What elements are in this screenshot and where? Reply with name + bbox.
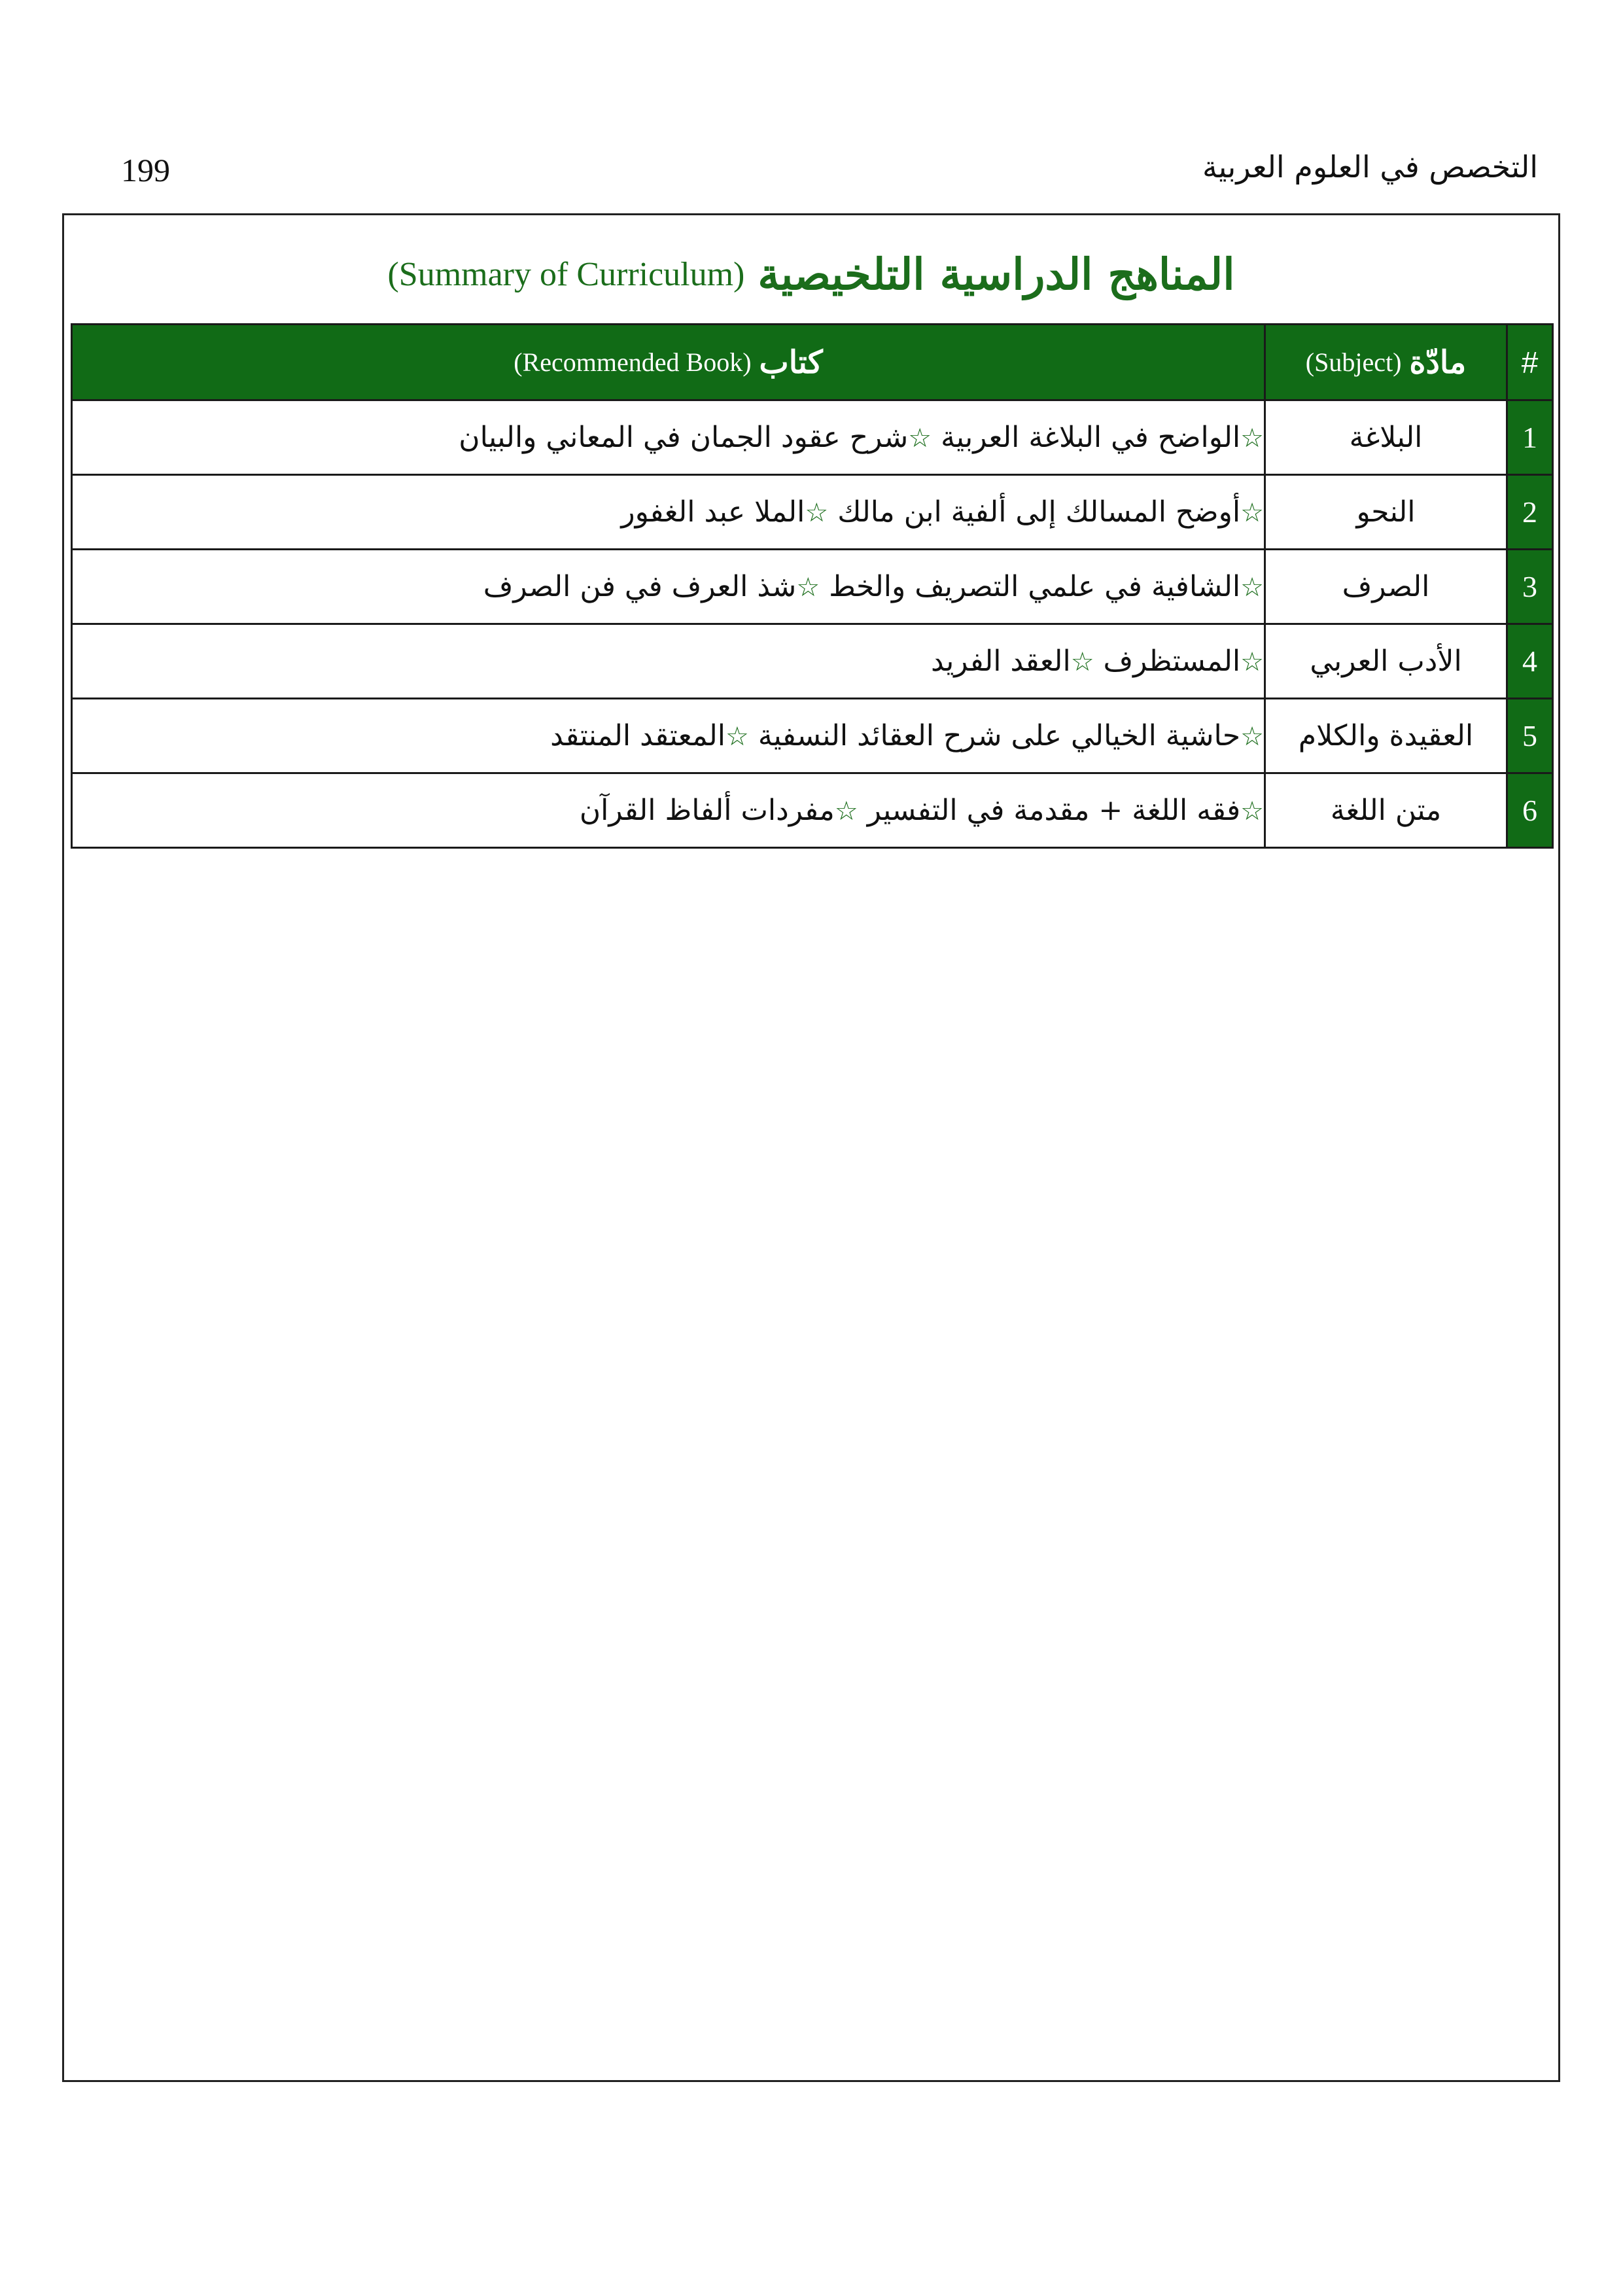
book-title: حاشية الخيالي على شرح العقائد النسفية (758, 719, 1241, 752)
header-number: # (1507, 325, 1553, 400)
row-number: 5 (1507, 699, 1553, 773)
star-icon: ☆ (796, 573, 820, 603)
row-books (72, 400, 1265, 475)
book-title: الواضح في البلاغة العربية (941, 421, 1241, 454)
star-icon: ☆ (1240, 796, 1264, 826)
header-subject-arabic: مادّة (1409, 344, 1467, 381)
content-frame (62, 213, 1560, 2082)
row-number: 6 (1507, 773, 1553, 848)
star-icon: ☆ (1070, 647, 1094, 677)
header-book-english: (Recommended Book) (514, 347, 752, 377)
row-subject: متن اللغة (1265, 773, 1507, 848)
row-number: 4 (1507, 624, 1553, 699)
row-number: 1 (1507, 400, 1553, 475)
book-title: المستظرف (1103, 645, 1241, 678)
row-number: 2 (1507, 475, 1553, 550)
row-books (72, 550, 1265, 624)
row-books (72, 624, 1265, 699)
row-subject: النحو (1265, 475, 1507, 550)
header-subject-english: (Subject) (1305, 347, 1402, 377)
header-book-arabic: كتاب (759, 344, 823, 381)
book-title: شذ العرف في فن الصرف (483, 570, 797, 603)
book-title: مفردات ألفاظ القرآن (579, 794, 835, 827)
table-row (72, 624, 1553, 699)
table-row (72, 400, 1553, 475)
running-title: التخصص في العلوم العربية (1202, 149, 1538, 185)
book-title: أوضح المسالك إلى ألفية ابن مالك (837, 495, 1241, 529)
book-title: فقه اللغة + مقدمة في التفسير (867, 794, 1241, 827)
row-books (72, 773, 1265, 848)
star-icon: ☆ (834, 796, 858, 826)
table-row (72, 475, 1553, 550)
row-books (72, 699, 1265, 773)
star-icon: ☆ (1240, 573, 1264, 603)
book-title: المعتقد المنتقد (550, 719, 726, 752)
row-books (72, 475, 1265, 550)
row-subject: الأدب العربي (1265, 624, 1507, 699)
title-arabic: المناهج الدراسية التلخيصية (758, 249, 1235, 300)
book-title: الشافية في علمي التصريف والخط (829, 570, 1241, 603)
book-title: شرح عقود الجمان في المعاني والبيان (459, 421, 909, 454)
book-title: الملا عبد الغفور (621, 495, 805, 529)
header-book (72, 325, 1265, 400)
row-subject: الصرف (1265, 550, 1507, 624)
row-subject: البلاغة (1265, 400, 1507, 475)
star-icon: ☆ (725, 722, 749, 752)
star-icon: ☆ (1240, 647, 1264, 677)
curriculum-table (71, 323, 1554, 849)
star-icon: ☆ (908, 423, 932, 453)
star-icon: ☆ (805, 498, 829, 528)
star-icon: ☆ (1240, 498, 1264, 528)
row-number: 3 (1507, 550, 1553, 624)
header-subject (1265, 325, 1507, 400)
book-title: العقد الفريد (930, 645, 1071, 678)
page-title (64, 238, 1558, 310)
row-subject: العقيدة والكلام (1265, 699, 1507, 773)
star-icon: ☆ (1240, 423, 1264, 453)
table-row (72, 773, 1553, 848)
table-header-row (72, 325, 1553, 400)
title-english: (Summary of Curriculum) (387, 255, 745, 293)
star-icon: ☆ (1240, 722, 1264, 752)
table-row (72, 550, 1553, 624)
table-row (72, 699, 1553, 773)
page-number: 199 (121, 152, 170, 188)
